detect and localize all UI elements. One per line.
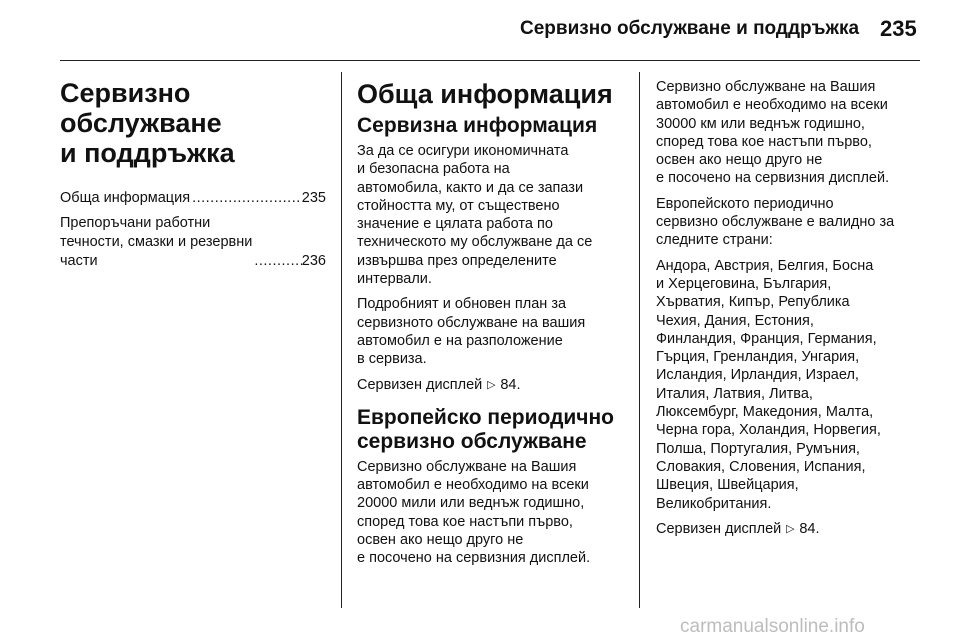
column-divider-1 [341,72,342,608]
european-service-heading: Европейско периодично сервизно обслужване [357,405,615,453]
toc-leader-dots [190,189,302,208]
page-number: 235 [880,16,917,41]
section-title: Обща информация [357,79,613,109]
paragraph: За да се осигури икономичната и безопасна работа на автомобила, както и да се запази стойността му, от съществено значение е цялата работа по техническото му обслужване да се извършва през определените интервали. [357,143,593,288]
chapter-title-line: обслужване [60,108,222,138]
chapter-column [60,78,326,277]
service-info-heading: Сервизна информация [357,114,598,137]
chapter-title-line: и поддръжка [60,138,235,168]
service-display-reference[interactable] [357,376,629,394]
reference-label: Сервизен дисплей [656,520,782,537]
toc-entry-general-info[interactable] [60,189,326,208]
arrow-ref-icon: ▷ [487,378,496,391]
paragraph: Сервизно обслужване на Вашия автомобил е необходимо на всеки 20000 мили или веднъж годишно, според това кое настъпи първо, освен ако нещо друго не е посочено на сервизния дисплей. [357,458,591,567]
running-title: Сервизно обслужване и поддръжка [520,18,860,39]
paragraph: Подробният и обновен план за сервизното обслужване на вашия автомобил е на разположение в сервиза. [357,296,586,368]
toc-entry-page: 236 [301,253,326,269]
watermark: carmanualsonline.info [680,616,865,637]
toc-leader-dots [252,252,301,271]
countries-list: Андора, Австрия, Белгия, Босна и Херцеговина, България, Хърватия, Кипър, Република Чехия, Дания, Естония, Финландия, Франция, Германия, Гърция, Гренландия, Унгария, Исландия, Ирландия, Израел, Италия, Латвия, Литва, Люксембург, Македония, Малта, Черна гора, Холандия, Норвегия, Полша, Португалия, Румъния, Словакия, Словения, Испания, Швеция, Швейцария, Великобритания. [656,257,881,512]
arrow-ref-icon: ▷ [786,522,795,535]
content-column-3 [656,78,926,545]
column-divider-2 [639,72,640,608]
service-display-reference[interactable] [656,520,926,538]
content-column-2 [357,78,629,575]
paragraph: Европейското периодично сервизно обслужване е валидно за следните страни: [656,195,895,249]
reference-page: 84. [799,520,820,537]
paragraph: Сервизно обслужване на Вашия автомобил е необходимо на всеки 30000 км или веднъж годишно, според това кое настъпи първо, освен ако нещо друго не е посочено на сервизния дисплей. [656,79,890,187]
toc-entry-fluids[interactable] [60,214,326,271]
toc-entry-label: Обща информация [60,190,191,206]
reference-page: 84. [500,376,521,393]
chapter-title-line: Сервизно [60,78,191,108]
toc-entry-page: 235 [301,190,326,206]
chapter-title [60,78,326,168]
header-divider [60,60,920,61]
toc-entry-label: Препоръчани работни течности, смазки и резервни части [60,215,253,269]
reference-label: Сервизен дисплей [357,376,483,393]
